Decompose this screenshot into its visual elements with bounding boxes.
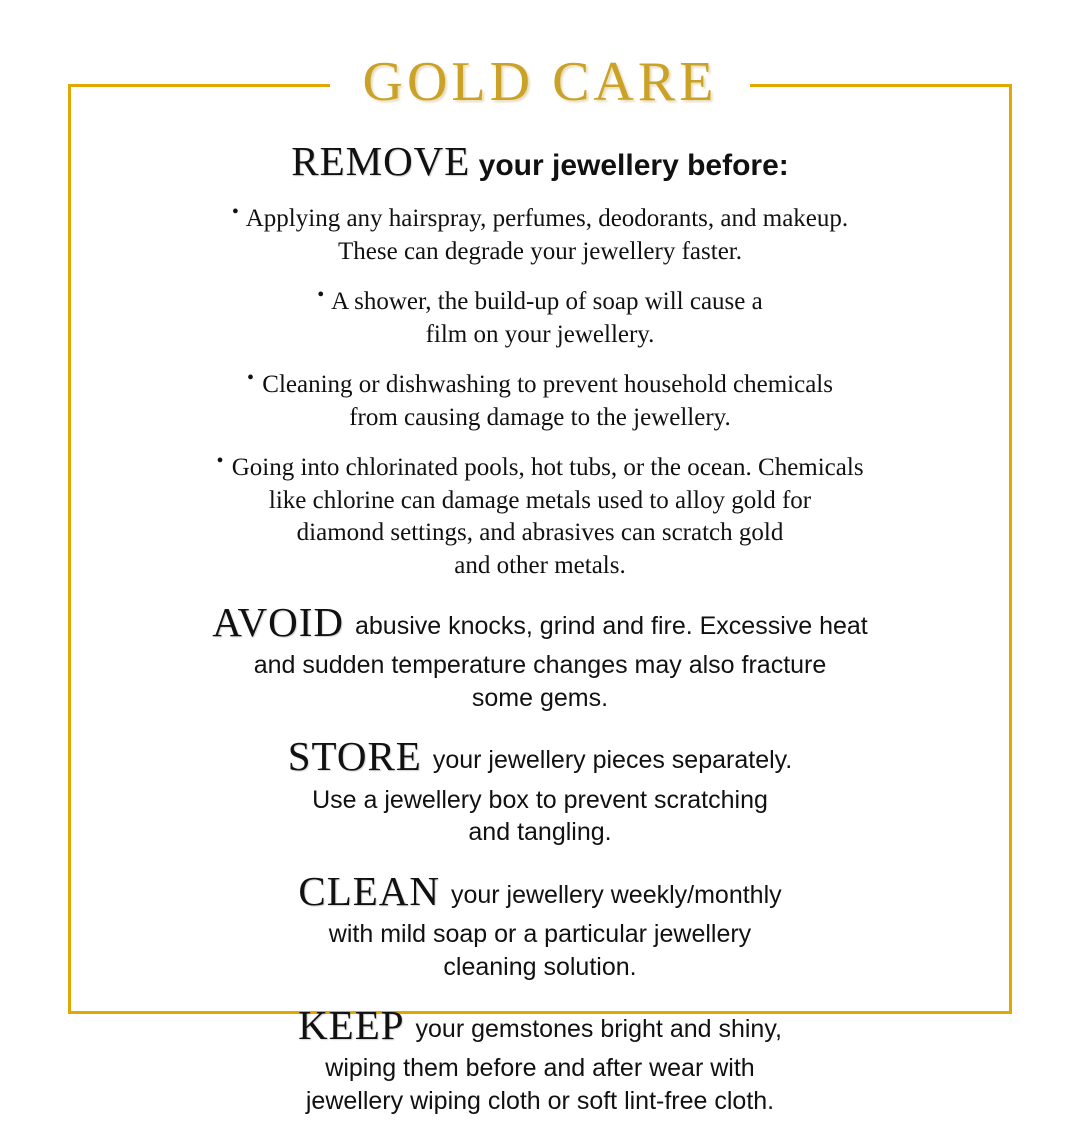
- bullet-line: like chlorine can damage metals used to alloy gold for: [268, 486, 812, 514]
- clean-keyword: CLEAN: [298, 867, 440, 914]
- remove-heading-rest: your jewellery before:: [478, 149, 789, 182]
- list-item: [90, 365, 990, 434]
- keep-keyword: KEEP: [298, 1002, 405, 1049]
- remove-bullet-list: [90, 199, 990, 582]
- bullet-icon: •: [231, 201, 239, 224]
- clean-line: with mild soap or a particular jewellery: [328, 920, 752, 949]
- store-keyword: STORE: [287, 733, 422, 780]
- clean-section: [90, 865, 990, 983]
- bullet-line: from causing damage to the jewellery.: [349, 403, 731, 431]
- store-line: and tangling.: [468, 818, 612, 847]
- bullet-line: These can degrade your jewellery faster.: [338, 237, 742, 265]
- bullet-line: diamond settings, and abrasives can scratch gold: [296, 519, 784, 547]
- bullet-line: Cleaning or dishwashing to prevent household chemicals: [262, 371, 833, 399]
- keep-section: [90, 999, 990, 1117]
- bullet-line: Going into chlorinated pools, hot tubs, or the ocean. Chemicals: [231, 454, 864, 482]
- avoid-line: and sudden temperature changes may also fracture: [253, 651, 827, 680]
- bullet-line: film on your jewellery.: [425, 320, 655, 348]
- remove-heading: [90, 138, 990, 185]
- page-title: GOLD CARE: [362, 51, 718, 113]
- bullet-line: Applying any hairspray, perfumes, deodorants, and makeup.: [245, 205, 849, 233]
- avoid-section: [90, 596, 990, 714]
- care-instructions: [90, 138, 990, 1133]
- store-line: Use a jewellery box to prevent scratching: [312, 785, 768, 814]
- clean-line: cleaning solution.: [443, 952, 637, 981]
- avoid-line: some gems.: [471, 683, 609, 712]
- bullet-icon: •: [216, 450, 224, 473]
- bullet-icon: •: [247, 367, 255, 390]
- list-item: [90, 199, 990, 268]
- avoid-line: abusive knocks, grind and fire. Excessive heat: [354, 612, 868, 641]
- clean-line: your jewellery weekly/monthly: [450, 880, 782, 909]
- bullet-line: and other metals.: [454, 551, 626, 579]
- keep-line: your gemstones bright and shiny,: [415, 1015, 782, 1044]
- keep-line: wiping them before and after wear with: [325, 1054, 755, 1083]
- remove-keyword: REMOVE: [291, 138, 471, 184]
- store-line: your jewellery pieces separately.: [432, 746, 793, 775]
- list-item: [90, 448, 990, 582]
- bullet-line: A shower, the build-up of soap will cause a: [331, 288, 763, 316]
- avoid-keyword: AVOID: [212, 599, 345, 646]
- store-section: [90, 730, 990, 848]
- keep-line: jewellery wiping cloth or soft lint-free cloth.: [305, 1086, 775, 1115]
- bullet-icon: •: [317, 284, 325, 307]
- list-item: [90, 282, 990, 351]
